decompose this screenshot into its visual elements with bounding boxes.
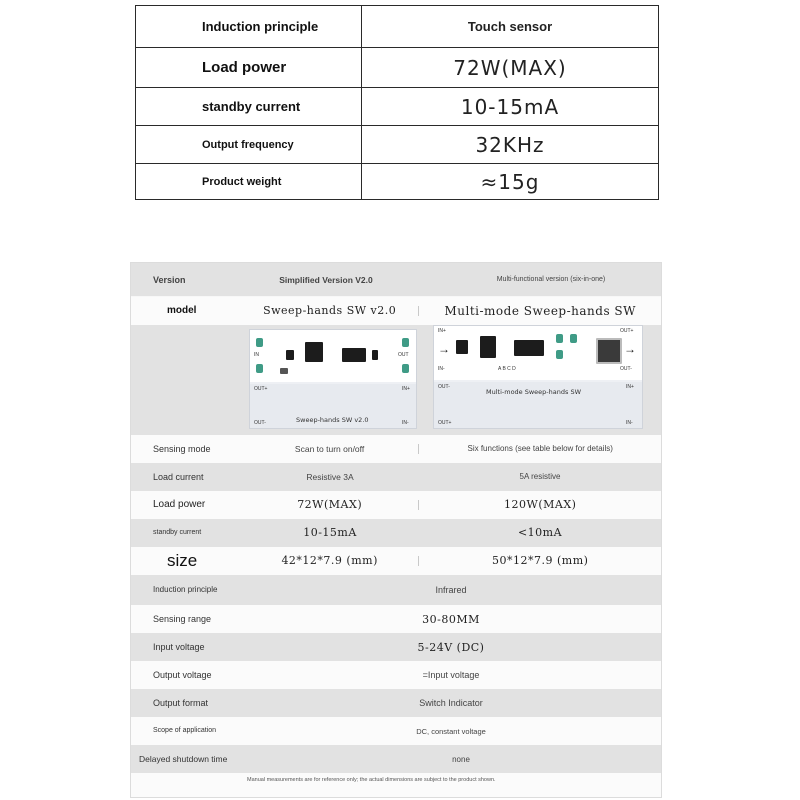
pin-label-in: IN	[254, 352, 259, 358]
row-label: Sensing range	[153, 614, 212, 624]
row-label: Sensing mode	[153, 444, 211, 454]
pin-label-out-plus: OUT+	[254, 386, 268, 392]
model-a: Sweep-hands SW v2.0	[241, 306, 420, 316]
spec-table-top	[135, 5, 659, 200]
spec-sheet-comparison	[130, 262, 662, 798]
row-label: Induction principle	[136, 6, 362, 48]
output-voltage-row	[131, 661, 661, 689]
pin-label-in-minus: IN-	[438, 366, 445, 372]
table-row	[136, 126, 659, 164]
table-row	[136, 6, 659, 48]
pin-label-in-plus: IN+	[626, 384, 634, 390]
load-current-row	[131, 463, 661, 491]
header-row	[131, 263, 661, 296]
pcb-silkscreen-name: Sweep-hands SW v2.0	[296, 416, 369, 424]
value-b: 5A resistive	[519, 472, 561, 481]
sensing-range-row	[131, 605, 661, 633]
value-a: 10-15mA	[303, 526, 357, 539]
row-value: Touch sensor	[362, 6, 659, 48]
standby-current-row	[131, 519, 661, 547]
row-label: Scope of application	[153, 727, 217, 734]
row-value: 72W(MAX)	[362, 48, 659, 88]
header-label: Version	[153, 274, 186, 285]
row-label: Output voltage	[153, 670, 212, 680]
output-format-row	[131, 689, 661, 717]
scope-row	[131, 717, 661, 745]
pin-label-out: OUT	[398, 352, 409, 358]
row-label: Load power	[136, 48, 362, 88]
arrow-right-icon: →	[438, 342, 450, 356]
row-label: Input voltage	[153, 642, 205, 652]
footnote: Manual measurements are for reference only; the actual dimensions are subject to the product shown.	[247, 777, 496, 783]
value: 30-80MM	[422, 612, 480, 626]
pin-label-out-plus: OUT+	[438, 420, 452, 426]
induction-row	[131, 575, 661, 605]
value-a: Resistive 3A	[306, 472, 354, 482]
value-b: 50*12*7.9 (mm)	[492, 554, 589, 567]
value: Infrared	[435, 585, 467, 595]
table-row	[136, 88, 659, 126]
arrow-right-icon: →	[624, 342, 636, 356]
input-voltage-row	[131, 633, 661, 661]
value-a: 72W(MAX)	[241, 500, 420, 510]
sensing-mode-row	[131, 435, 661, 463]
value: Switch Indicator	[419, 698, 483, 708]
row-label: Output format	[153, 698, 209, 708]
row-label: Load power	[153, 499, 206, 510]
pin-label-in-plus: IN+	[438, 328, 446, 334]
value-a: 42*12*7.9 (mm)	[241, 556, 420, 566]
pin-label-in-minus: IN-	[402, 420, 409, 426]
table-row	[136, 164, 659, 200]
pin-label-out-minus: OUT-	[254, 420, 266, 426]
row-label: Induction principle	[153, 585, 218, 594]
row-label: Product weight	[136, 164, 362, 200]
row-label: Output frequency	[136, 126, 362, 164]
value: =Input voltage	[422, 670, 480, 680]
model-label: model	[167, 305, 197, 316]
value: 5-24V (DC)	[417, 640, 485, 654]
pin-label-out-minus: OUT-	[620, 366, 632, 372]
pcb-code: A B C D	[498, 366, 516, 372]
row-label: standby current	[153, 529, 202, 536]
row-label: Load current	[153, 472, 204, 482]
value-b: <10mA	[517, 526, 563, 539]
size-row	[131, 547, 661, 575]
pin-label-in-minus: IN-	[626, 420, 633, 426]
pin-label-out-plus: OUT+	[620, 328, 634, 334]
row-value: 32KHz	[362, 126, 659, 164]
footnote-row	[131, 773, 661, 797]
model-row	[131, 297, 661, 325]
header-version-b: Multi-functional version (six-in-one)	[496, 275, 606, 283]
value-a: Scan to turn on/off	[241, 444, 420, 454]
row-value: 10-15mA	[362, 88, 659, 126]
model-b: Multi-mode Sweep-hands SW	[444, 304, 636, 318]
value-b: Six functions (see table below for details)	[467, 444, 613, 453]
value: DC, constant voltage	[416, 726, 486, 736]
value-b: 120W(MAX)	[504, 498, 577, 511]
header-version-a: Simplified Version V2.0	[279, 274, 373, 285]
row-label: Delayed shutdown time	[139, 754, 228, 764]
load-power-row	[131, 491, 661, 519]
delayed-shutdown-row	[131, 745, 661, 773]
table-row	[136, 48, 659, 88]
row-label: standby current	[136, 88, 362, 126]
pin-label-in-plus: IN+	[402, 386, 410, 392]
pcb-silkscreen-name: Multi-mode Sweep-hands SW	[486, 388, 581, 396]
pcb-image-multimode	[433, 325, 643, 429]
pin-label-out-minus: OUT-	[438, 384, 450, 390]
value: none	[452, 754, 470, 764]
pcb-image-simplified	[249, 329, 417, 429]
row-label: size	[167, 551, 198, 570]
row-value: ≈15g	[362, 164, 659, 200]
